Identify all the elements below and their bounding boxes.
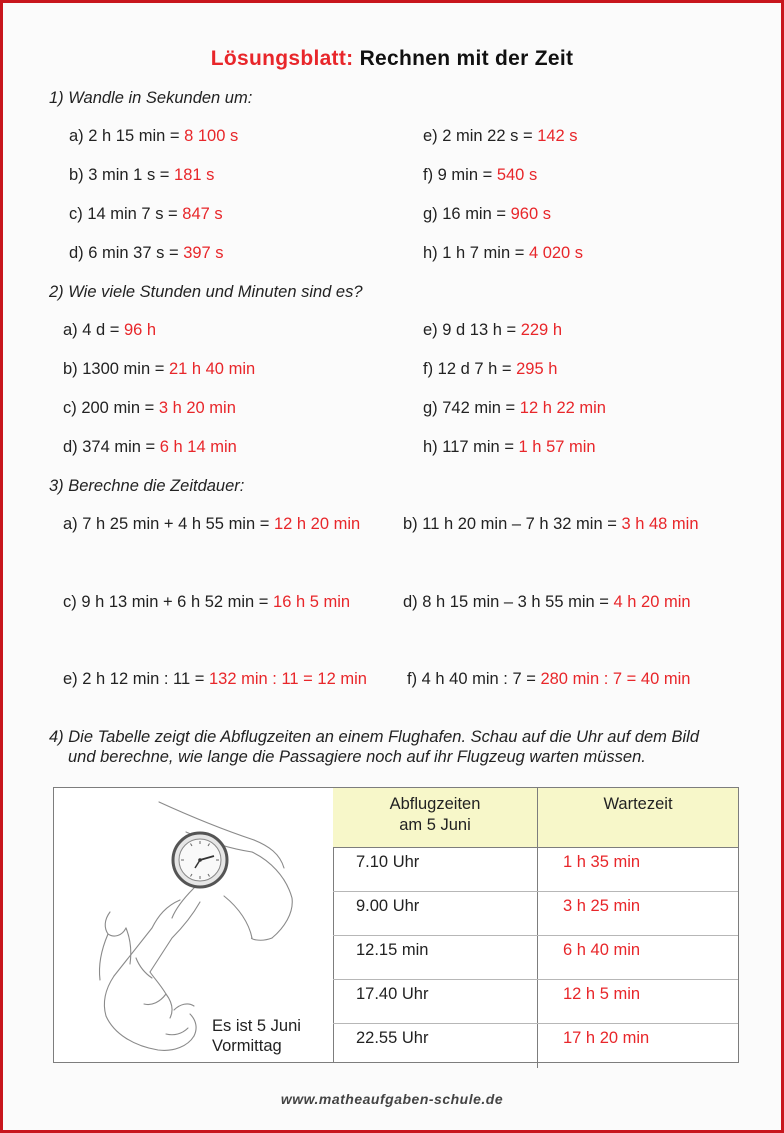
wait-cell: 6 h 40 min bbox=[538, 936, 739, 980]
task-2e: e) 9 d 13 h = 229 h bbox=[423, 321, 562, 339]
task-1a: a) 2 h 15 min = 8 100 s bbox=[69, 127, 239, 145]
task-2f: f) 12 d 7 h = 295 h bbox=[423, 360, 558, 378]
departure-cell: 7.10 Uhr bbox=[333, 848, 538, 892]
section4-heading-line2: und berechne, wie lange die Passagiere noch auf ihr Flugzeug warten müssen. bbox=[68, 748, 646, 766]
column-header-wait: Wartezeit bbox=[538, 788, 739, 848]
section1-heading: 1) Wandle in Sekunden um: bbox=[49, 89, 253, 107]
section2-heading: 2) Wie viele Stunden und Minuten sind es? bbox=[49, 283, 363, 301]
departure-cell: 22.55 Uhr bbox=[333, 1024, 538, 1068]
task-1f: f) 9 min = 540 s bbox=[423, 166, 538, 184]
task-1h: h) 1 h 7 min = 4 020 s bbox=[423, 244, 584, 262]
task-1d: d) 6 min 37 s = 397 s bbox=[69, 244, 224, 262]
table-row bbox=[333, 848, 738, 892]
task-3f: f) 4 h 40 min : 7 = 280 min : 7 = 40 min bbox=[407, 670, 691, 688]
column-header-departure: Abflugzeiten am 5 Juni bbox=[333, 788, 538, 848]
departure-cell: 12.15 min bbox=[333, 936, 538, 980]
title-main: Rechnen mit der Zeit bbox=[359, 47, 574, 70]
departure-cell: 9.00 Uhr bbox=[333, 892, 538, 936]
task-3a: a) 7 h 25 min + 4 h 55 min = 12 h 20 min bbox=[63, 515, 361, 533]
table-row bbox=[333, 1024, 738, 1068]
task-1b: b) 3 min 1 s = 181 s bbox=[69, 166, 215, 184]
footer-url: www.matheaufgaben-schule.de bbox=[280, 1091, 504, 1107]
illustration-caption: Es ist 5 Juni Vormittag bbox=[212, 1017, 301, 1055]
task-3d: d) 8 h 15 min – 3 h 55 min = 4 h 20 min bbox=[403, 593, 691, 611]
departure-cell: 17.40 Uhr bbox=[333, 980, 538, 1024]
task-1g: g) 16 min = 960 s bbox=[423, 205, 551, 223]
page-title bbox=[3, 47, 781, 71]
task-2a: a) 4 d = 96 h bbox=[63, 321, 157, 339]
task-1c: c) 14 min 7 s = 847 s bbox=[69, 205, 223, 223]
task-3e: e) 2 h 12 min : 11 = 132 min : 11 = 12 min bbox=[63, 670, 367, 688]
section3-heading: 3) Berechne die Zeitdauer: bbox=[49, 477, 245, 495]
section4-heading-line1: 4) Die Tabelle zeigt die Abflugzeiten an einem Flughafen. Schau auf die Uhr auf dem Bild bbox=[49, 728, 700, 746]
task-2c: c) 200 min = 3 h 20 min bbox=[63, 399, 236, 417]
wait-cell: 17 h 20 min bbox=[563, 1029, 650, 1047]
task-3c: c) 9 h 13 min + 6 h 52 min = 16 h 5 min bbox=[63, 593, 351, 611]
task-1e: e) 2 min 22 s = 142 s bbox=[423, 127, 578, 145]
table-row bbox=[333, 980, 738, 1024]
task-2h: h) 117 min = 1 h 57 min bbox=[423, 438, 596, 456]
table-row bbox=[333, 936, 738, 980]
task-2g: g) 742 min = 12 h 22 min bbox=[423, 399, 606, 417]
task-2b: b) 1300 min = 21 h 40 min bbox=[63, 360, 256, 378]
flight-table-box bbox=[53, 787, 739, 1063]
title-prefix: Lösungsblatt: bbox=[210, 47, 354, 70]
task-3b: b) 11 h 20 min – 7 h 32 min = 3 h 48 min bbox=[403, 515, 699, 533]
wristwatch-illustration bbox=[54, 788, 334, 1062]
wait-cell: 12 h 5 min bbox=[538, 980, 739, 1024]
wait-cell: 3 h 25 min bbox=[538, 892, 739, 936]
task-2d: d) 374 min = 6 h 14 min bbox=[63, 438, 237, 456]
departure-table bbox=[333, 788, 738, 1068]
table-row bbox=[333, 892, 738, 936]
wait-cell: 1 h 35 min bbox=[538, 848, 739, 892]
